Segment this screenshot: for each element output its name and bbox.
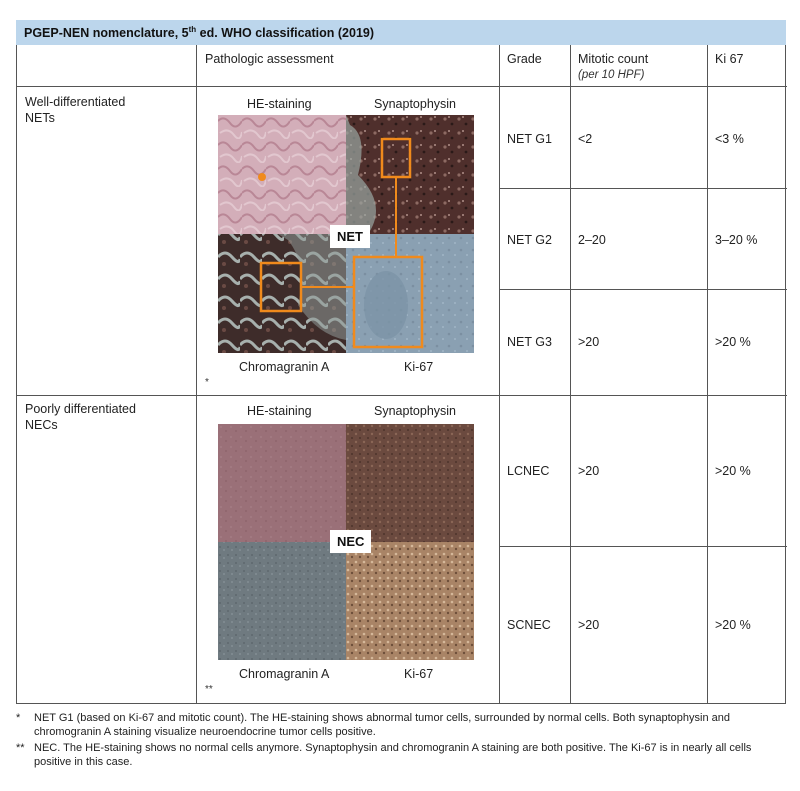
figure-nec-micrographs — [218, 424, 474, 660]
figure-net-label-synaptophysin: Synaptophysin — [374, 97, 457, 111]
figure-nec-label-chromogranin: Chromagranin A — [239, 667, 330, 681]
row-divider — [17, 395, 787, 396]
footnote-nec: ** NEC. The HE-staining shows no normal cells anymore. Synaptophysin and chromogranin A staining are both positive. The Ki-67 is in nearly all cells positive in this case. — [16, 742, 752, 768]
figure-nec-label-synaptophysin: Synaptophysin — [374, 404, 457, 418]
col-divider — [196, 45, 197, 703]
ki67-net-g3: >20 % — [715, 335, 751, 349]
figure-net-footnote-mark: * — [205, 377, 209, 388]
ki67-lcnec: >20 % — [715, 464, 751, 478]
footnotes — [16, 711, 786, 771]
footnote-net: * NET G1 (based on Ki-67 and mitotic count). The HE-staining shows abnormal tumor cells, surrounded by normal cells. Both synaptophysin and chromogranin A staining visualize neuroendocrine tumor cells positive. — [16, 712, 730, 738]
figure-nec-label-he: HE-staining — [247, 404, 312, 418]
row-divider — [17, 86, 787, 87]
figure-net-label-ki67: Ki-67 — [404, 360, 434, 374]
figure-nec-label-ki67: Ki-67 — [404, 667, 434, 681]
mitotic-net-g3: >20 — [578, 335, 600, 349]
grade-net-g3: NET G3 — [507, 335, 552, 349]
row-divider — [499, 289, 787, 290]
figure-net-micrographs — [218, 115, 474, 353]
figure-net-badge: NET — [330, 225, 370, 248]
row-divider — [499, 188, 787, 189]
mitotic-net-g1: <2 — [578, 132, 593, 146]
mitotic-scnec: >20 — [578, 618, 600, 632]
grade-net-g2: NET G2 — [507, 233, 552, 247]
col-divider — [707, 45, 708, 703]
table-title: PGEP-NEN nomenclature, 5th ed. WHO classification (2019) — [16, 20, 786, 45]
figure-net-label-chromogranin: Chromagranin A — [239, 360, 330, 374]
figure-net-label-he: HE-staining — [247, 97, 312, 111]
mitotic-net-g2: 2–20 — [578, 233, 606, 247]
col-divider — [570, 45, 571, 703]
ki67-net-g1: <3 % — [715, 132, 744, 146]
grade-scnec: SCNEC — [507, 618, 551, 632]
ki67-scnec: >20 % — [715, 618, 751, 632]
grade-net-g1: NET G1 — [507, 132, 552, 146]
group-name-net: Well-differentiated NETs — [25, 95, 126, 125]
header-assessment: Pathologic assessment — [205, 52, 334, 66]
mitotic-lcnec: >20 — [578, 464, 600, 478]
header-mitotic-unit: (per 10 HPF) — [578, 69, 645, 81]
classification-table — [16, 45, 786, 704]
figure-nec-badge: NEC — [330, 530, 371, 553]
ki67-net-g2: 3–20 % — [715, 233, 758, 247]
header-mitotic: Mitotic count — [578, 52, 649, 66]
header-ki67: Ki 67 — [715, 52, 744, 66]
row-divider — [499, 546, 787, 547]
col-divider — [499, 45, 500, 703]
figure-nec-footnote-mark: ** — [205, 684, 213, 695]
group-name-nec: Poorly differentiated NECs — [25, 402, 136, 432]
grade-lcnec: LCNEC — [507, 464, 550, 478]
header-grade: Grade — [507, 52, 542, 66]
